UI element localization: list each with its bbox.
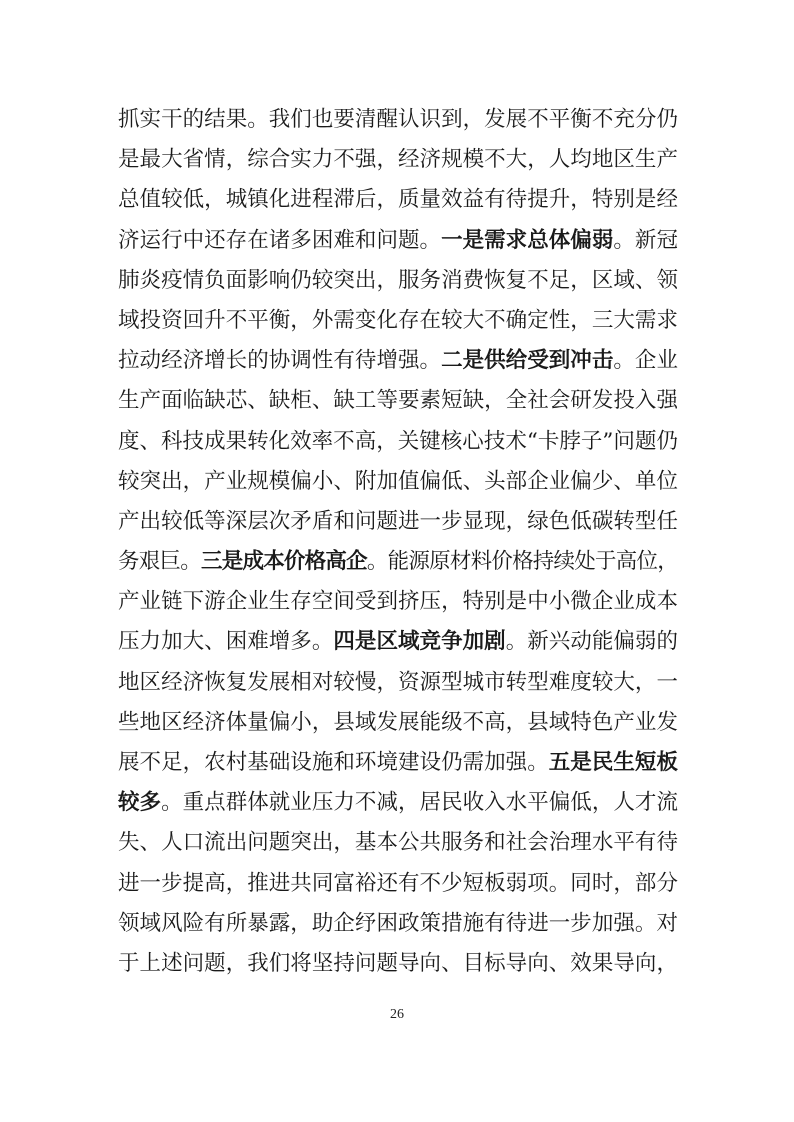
bold-heading-phrase: 较多 <box>118 790 162 816</box>
bold-heading-phrase: 三是成本价格高企 <box>200 549 367 575</box>
text-line <box>118 864 678 904</box>
text-line <box>118 341 678 381</box>
bold-heading-phrase: 五是民生短板 <box>548 750 678 775</box>
text-line <box>118 703 678 743</box>
text-segment: 。新兴动能偏弱的 <box>505 629 679 655</box>
text-segment: 。新冠 <box>613 227 678 253</box>
text-line <box>118 422 678 462</box>
text-line <box>118 462 678 502</box>
text-segment: 域投资回升不平衡，外需变化存在较大不确定性，三大需求 <box>118 307 678 333</box>
text-line <box>118 542 678 582</box>
text-segment: 展不足，农村基础设施和环境建设仍需加强。 <box>118 750 549 775</box>
text-segment: 些地区经济体量偏小，县域发展能级不高，县域特色产业发 <box>118 709 678 735</box>
text-line <box>118 582 678 622</box>
text-segment: 产出较低等深层次矛盾和问题进一步显现，绿色低碳转型任 <box>118 508 678 534</box>
text-segment: 。企业 <box>613 348 678 374</box>
text-line <box>118 823 678 863</box>
text-segment: 压力加大、困难增多。 <box>118 629 334 655</box>
body-paragraph <box>118 100 678 984</box>
text-segment: 肺炎疫情负面影响仍较突出，服务消费恢复不足，区域、领 <box>118 267 678 293</box>
text-line <box>118 140 678 180</box>
text-line <box>118 221 678 261</box>
text-line <box>118 783 678 823</box>
text-segment: 产业链下游企业生存空间受到挤压，特别是中小微企业成本 <box>118 589 678 615</box>
text-segment: 是最大省情，综合实力不强，经济规模不大，人均地区生产 <box>118 147 678 173</box>
text-segment: 度、科技成果转化效率不高，关键核心技术“卡脖子”问题仍 <box>118 428 678 454</box>
text-line <box>118 180 678 220</box>
text-segment: 领域风险有所暴露，助企纾困政策措施有待进一步加强。对 <box>118 910 678 936</box>
text-segment: 较突出，产业规模偏小、附加值偏低、头部企业偏少、单位 <box>118 468 678 494</box>
text-line <box>118 502 678 542</box>
text-segment: 务艰巨。 <box>118 549 201 575</box>
text-line <box>118 663 678 703</box>
text-segment: 进一步提高，推进共同富裕还有不少短板弱项。同时，部分 <box>118 870 678 896</box>
text-line <box>118 100 678 140</box>
text-segment: 总值较低，城镇化进程滞后，质量效益有待提升，特别是经 <box>118 187 678 213</box>
text-segment: 抓实干的结果。我们也要清醒认识到，发展不平衡不充分仍 <box>118 107 678 132</box>
page-number: 26 <box>390 1007 404 1022</box>
text-line <box>118 904 678 944</box>
bold-heading-phrase: 二是供给受到冲击 <box>441 348 614 374</box>
text-line <box>118 944 678 984</box>
text-line <box>118 381 678 421</box>
text-line <box>118 261 678 301</box>
text-segment: 拉动经济增长的协调性有待增强。 <box>118 348 442 374</box>
text-segment: 失、人口流出问题突出，基本公共服务和社会治理水平有待 <box>118 830 678 856</box>
text-segment: 于上述问题，我们将坚持问题导向、目标导向、效果导向， <box>118 950 678 976</box>
text-line <box>118 301 678 341</box>
bold-heading-phrase: 四是区域竞争加剧 <box>333 629 506 655</box>
text-segment: 生产面临缺芯、缺柜、缺工等要素短缺，全社会研发投入强 <box>118 388 678 414</box>
text-segment: 。重点群体就业压力不减，居民收入水平偏低，人才流 <box>161 790 678 816</box>
text-segment: 。能源原材料价格持续处于高位， <box>366 549 678 575</box>
bold-heading-phrase: 一是需求总体偏弱 <box>441 227 614 253</box>
text-segment: 地区经济恢复发展相对较慢，资源型城市转型难度较大，一 <box>118 669 678 695</box>
text-segment: 济运行中还存在诸多困难和问题。 <box>118 227 442 253</box>
text-line <box>118 743 678 783</box>
text-line <box>118 622 678 662</box>
